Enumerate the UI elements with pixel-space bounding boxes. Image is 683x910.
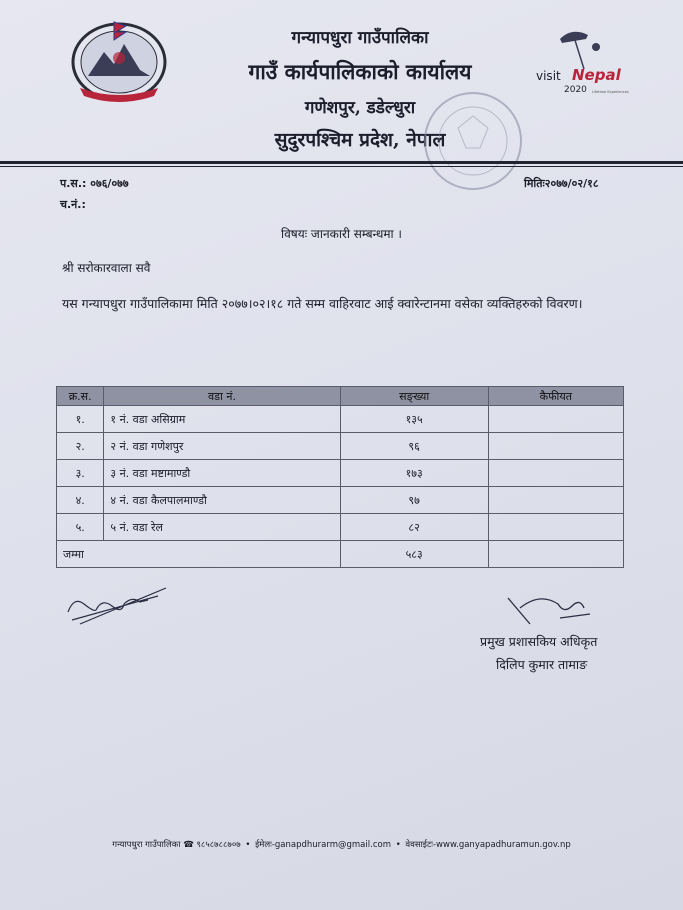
cell-ward: १ नं. वडा असिग्राम — [104, 406, 340, 433]
col-header-count: सङ्ख्या — [340, 387, 488, 406]
footer-phone: ९८५८७८८७०७ — [196, 840, 241, 850]
header-divider-thick — [0, 161, 683, 164]
footer-website: वेवसाईटः-www.ganyapadhuramun.gov.np — [405, 840, 571, 850]
footer-email: ईमेलः-ganapdhurarm@gmail.com — [255, 840, 391, 850]
footer-separator: • — [245, 840, 251, 850]
total-label: जम्मा — [57, 541, 341, 568]
col-header-remark: कैफीयत — [488, 387, 623, 406]
letter-body: यस गन्यापधुरा गाउँपालिकामा मिति २०७७।०२।१८ गते सम्म वाहिरवाट आई क्वारेन्टानमा वसेका व्यक्तिहरुको विवरण। — [62, 296, 583, 311]
table-row — [57, 433, 624, 460]
letter-subject: विषयः जानकारी सम्बन्धमा । — [281, 227, 402, 241]
tagline-text: Lifetime Experiences — [592, 90, 629, 94]
cell-ward: ३ नं. वडा मष्टामाण्डौ — [104, 460, 340, 487]
letter-date: मितिः२०७७/०२/१८ — [524, 177, 599, 190]
year-text: 2020 — [564, 85, 587, 95]
phone-icon: ☎ — [183, 840, 194, 850]
cell-sn: २. — [57, 433, 104, 460]
cell-count: १३५ — [340, 406, 488, 433]
header-province: सुदुरपश्चिम प्रदेश, नेपाल — [274, 129, 446, 151]
col-header-sn: क्र.स. — [57, 387, 104, 406]
table-row — [57, 514, 624, 541]
signatory-name: दिलिप कुमार तामाङ — [496, 657, 588, 672]
table-row — [57, 460, 624, 487]
cell-count: ९७ — [340, 487, 488, 514]
reference-number: प.स.: ०७६/०७७ — [60, 177, 129, 190]
header-address: गणेशपुर, डडेल्धुरा — [304, 98, 416, 118]
cell-sn: १. — [57, 406, 104, 433]
total-remark — [488, 541, 623, 568]
cell-ward: ४ नं. वडा कैलपालमाण्डौ — [104, 487, 340, 514]
table-row — [57, 487, 624, 514]
table-header-row — [57, 387, 624, 406]
dispatch-number: च.नं.: — [60, 198, 86, 211]
table-row — [57, 406, 624, 433]
cell-remark — [488, 406, 623, 433]
nepal-text: Nepal — [572, 66, 621, 84]
letter-footer — [0, 839, 683, 850]
header-divider-thin — [0, 166, 683, 167]
quarantine-table — [56, 386, 624, 568]
signatory-title: प्रमुख प्रशासकिय अधिकृत — [480, 634, 598, 649]
visit-text: visit — [536, 69, 561, 83]
cell-remark — [488, 433, 623, 460]
cell-count: ८२ — [340, 514, 488, 541]
footer-office: गन्यापधुरा गाउँपालिका — [112, 840, 181, 850]
cell-count: १७३ — [340, 460, 488, 487]
cell-remark — [488, 514, 623, 541]
cell-ward: ५ नं. वडा रेल — [104, 514, 340, 541]
header-office-name: गाउँ कार्यपालिकाको कार्यालय — [248, 59, 472, 84]
cell-sn: ४. — [57, 487, 104, 514]
office-stamp-seal-icon — [420, 88, 526, 194]
cell-sn: ३. — [57, 460, 104, 487]
col-header-ward: वडा नं. — [104, 387, 340, 406]
header-municipality-name: गन्यापधुरा गाउँपालिका — [291, 28, 429, 48]
total-count: ५८३ — [340, 541, 488, 568]
cell-sn: ५. — [57, 514, 104, 541]
cell-remark — [488, 460, 623, 487]
table-total-row — [57, 541, 624, 568]
footer-separator: • — [395, 840, 401, 850]
cell-ward: २ नं. वडा गणेशपुर — [104, 433, 340, 460]
officer-signature-icon — [500, 588, 595, 628]
cell-count: ९६ — [340, 433, 488, 460]
initials-signature-icon — [62, 582, 172, 632]
letter-salutation: श्री सरोकारवाला सवै — [62, 261, 151, 275]
government-emblem-icon — [70, 18, 168, 102]
cell-remark — [488, 487, 623, 514]
